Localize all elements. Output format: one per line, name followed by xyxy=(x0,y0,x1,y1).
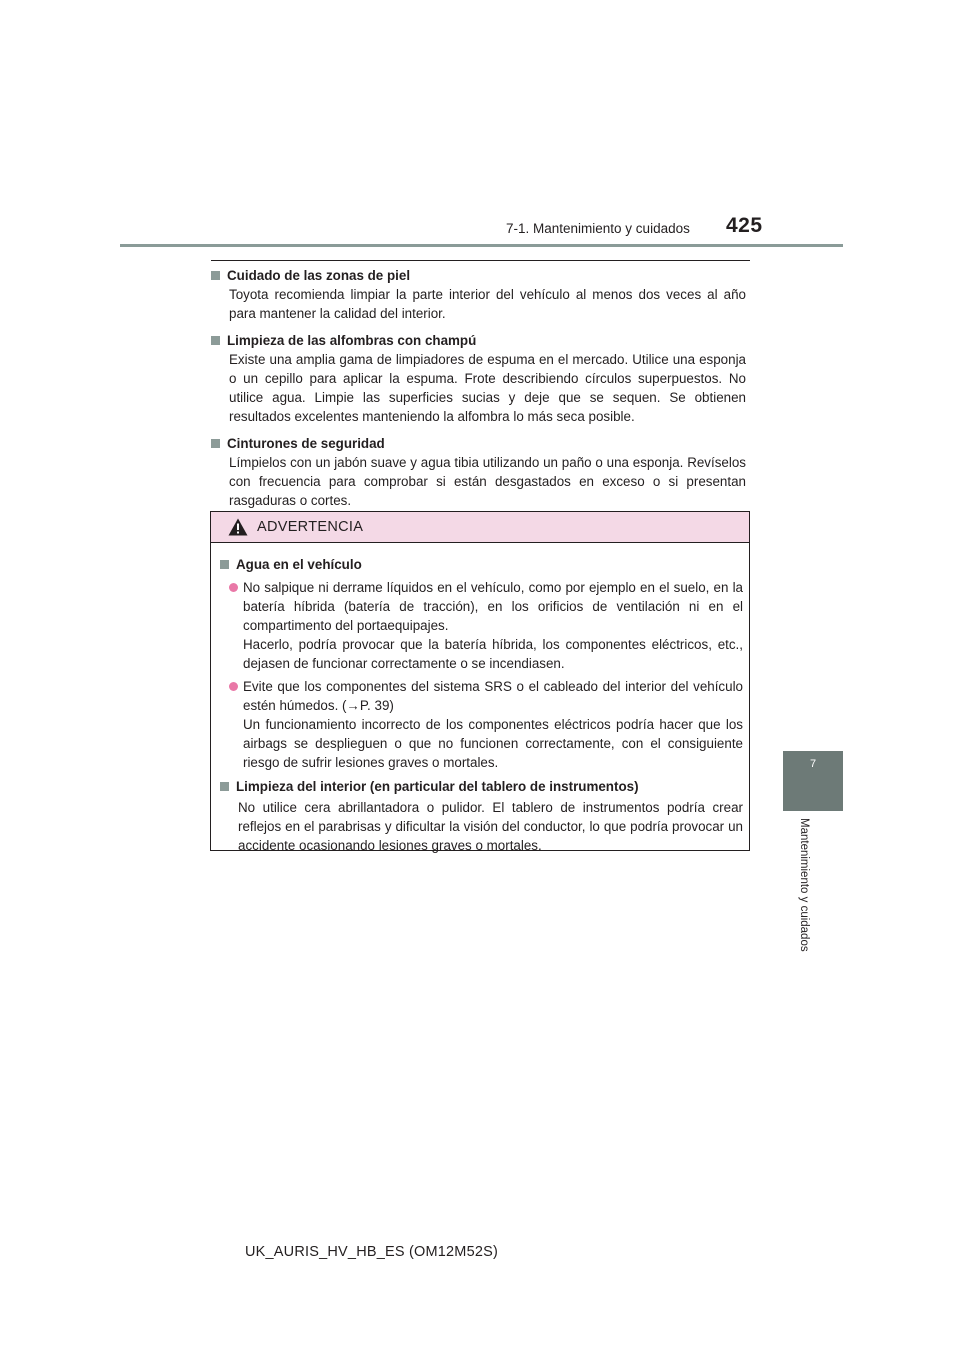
warning-section-heading xyxy=(220,777,743,796)
section-text: Toyota recomienda limpiar la parte interior del vehículo al menos dos veces al año para mantener la calidad del interior. xyxy=(229,287,746,321)
warning-list-item xyxy=(229,677,743,772)
warning-section-heading xyxy=(220,555,743,574)
warning-item-paragraph: Hacerlo, podría provocar que la batería híbrida, los componentes eléctricos, etc., dejasen de funcionar correctamente o se incendiasen. xyxy=(243,637,743,671)
warning-item-paragraph: Evite que los componentes del sistema SRS o el cableado del interior del vehículo estén húmedos. (→P. 39) xyxy=(243,679,743,713)
content-top-divider xyxy=(211,260,750,261)
warning-heading: ADVERTENCIA xyxy=(257,519,364,535)
warning-list-item xyxy=(229,578,743,673)
square-bullet-icon xyxy=(211,439,220,448)
section-leather-care xyxy=(211,266,746,323)
section-title: Cuidado de las zonas de piel xyxy=(227,268,411,283)
chapter-tab xyxy=(783,751,843,811)
warning-section-text: No utilice cera abrillantadora o pulidor. El tablero de instrumentos podría crear reflejos en el parabrisas y dificultar la visión del conductor, lo que podría provocar un accidente ocasionando lesiones graves o mortales. xyxy=(238,800,743,853)
page-number: 425 xyxy=(726,214,763,237)
section-heading xyxy=(211,266,746,285)
warning-section-title: Limpieza del interior (en particular del tablero de instrumentos) xyxy=(236,779,639,794)
section-carpet-cleaning xyxy=(211,331,746,426)
warning-item-paragraph: Un funcionamiento incorrecto de los componentes eléctricos podría hacer que los airbags se desplieguen o que no funcionen correctamente, con el consiguiente riesgo de sufrir lesiones graves o mortales. xyxy=(243,717,743,770)
warning-item-text xyxy=(243,677,743,772)
header-divider xyxy=(120,244,843,247)
chapter-number: 7 xyxy=(809,758,817,770)
square-bullet-icon xyxy=(220,782,229,791)
section-heading xyxy=(211,434,746,453)
warning-item-paragraph: No salpique ni derrame líquidos en el vehículo, como por ejemplo en el suelo, en la batería híbrida (batería de tracción), en los orificios de ventilación ni en el compartimento del portaequipajes. xyxy=(243,580,743,633)
warning-header xyxy=(211,512,749,543)
square-bullet-icon xyxy=(211,336,220,345)
square-bullet-icon xyxy=(220,560,229,569)
warning-item-text xyxy=(243,578,743,673)
section-title: Limpieza de las alfombras con champú xyxy=(227,333,477,348)
warning-triangle-icon xyxy=(228,518,248,536)
document-code: UK_AURIS_HV_HB_ES (OM12M52S) xyxy=(245,1244,498,1260)
section-text: Existe una amplia gama de limpiadores de espuma en el mercado. Utilice una esponja o un cepillo para aplicar la espuma. Frote describiendo círculos superpuestos. No utilice agua. Limpie las superficies sucias y deje que se sequen. Se obtienen resultados excelentes manteniendo la alfombra lo más seca posible. xyxy=(229,352,746,424)
section-text: Límpielos con un jabón suave y agua tibia utilizando un paño o una esponja. Revíselos con frecuencia para comprobar si están desgastados en exceso o si presentan rasgaduras o cortes. xyxy=(229,455,746,508)
warning-section-title: Agua en el vehículo xyxy=(236,557,362,572)
warning-section-dashboard xyxy=(220,777,743,855)
chapter-side-label: Mantenimiento y cuidados xyxy=(798,818,810,952)
warning-body xyxy=(211,543,749,855)
circle-bullet-icon xyxy=(229,583,238,592)
section-seat-belts xyxy=(211,434,746,510)
header-section-title: 7-1. Mantenimiento y cuidados xyxy=(506,221,690,236)
section-heading xyxy=(211,331,746,350)
warning-section-water xyxy=(220,555,743,772)
main-content xyxy=(211,266,746,518)
square-bullet-icon xyxy=(211,271,220,280)
warning-box xyxy=(210,511,750,851)
circle-bullet-icon xyxy=(229,682,238,691)
section-title: Cinturones de seguridad xyxy=(227,436,385,451)
